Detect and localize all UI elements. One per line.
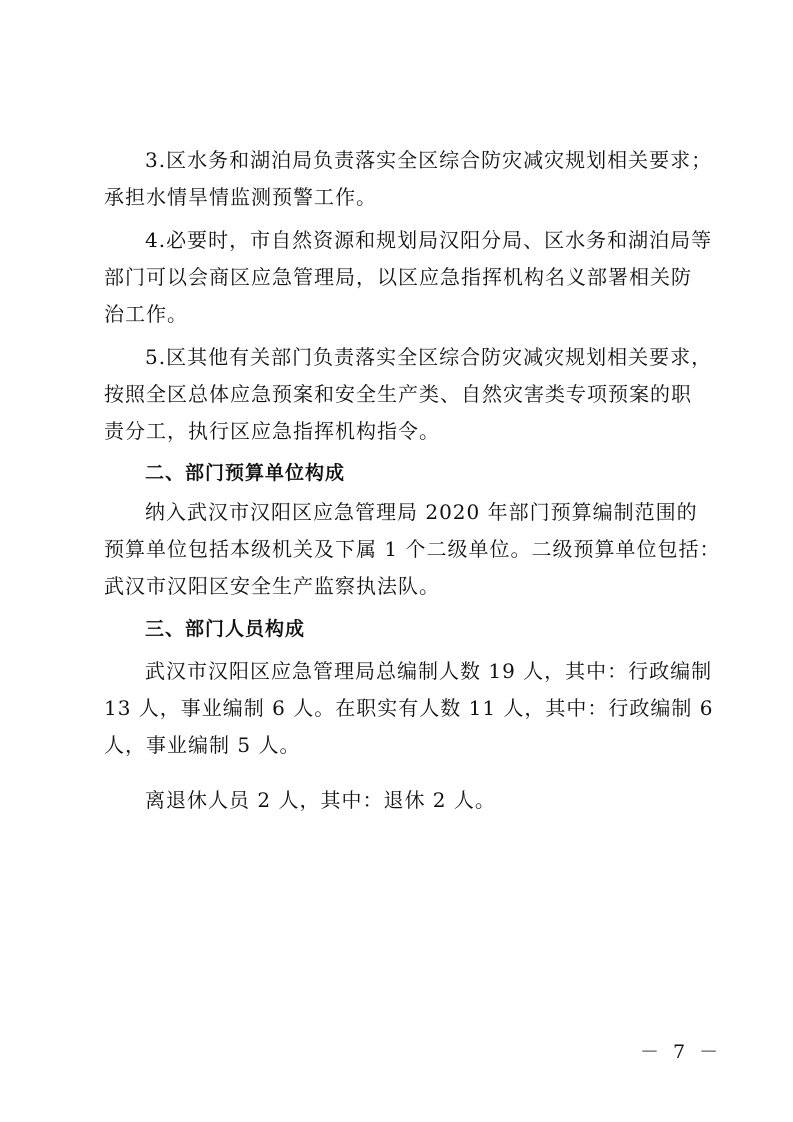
paragraph-line: 责分工，执行区应急指挥机构指令。 bbox=[104, 419, 440, 443]
paragraph-line: 武汉市汉阳区安全生产监察执法队。 bbox=[104, 574, 440, 598]
paragraph-line: 4.必要时，市自然资源和规划局汉阳分局、区水务和湖泊局等 bbox=[145, 228, 713, 252]
paragraph-line: 5.区其他有关部门负责落实全区综合防灾减灾规划相关要求， bbox=[145, 345, 713, 369]
paragraph-line: 按照全区总体应急预案和安全生产类、自然灾害类专项预案的职 bbox=[104, 382, 692, 406]
section-heading-staff bbox=[104, 611, 694, 648]
paragraph-retired bbox=[104, 782, 694, 819]
paragraph-line: 13 人，事业编制 6 人。在职实有人数 11 人，其中：行政编制 6 bbox=[104, 696, 714, 720]
section-heading-budget-units bbox=[104, 455, 694, 492]
paragraph-line: 3.区水务和湖泊局负责落实全区综合防灾减灾规划相关要求； bbox=[145, 148, 713, 172]
paragraph-line: 承担水情旱情监测预警工作。 bbox=[104, 185, 377, 209]
section-heading: 二、部门预算单位构成 bbox=[145, 462, 346, 484]
section-heading: 三、部门人员构成 bbox=[145, 618, 306, 640]
paragraph-staff bbox=[104, 653, 714, 764]
paragraph-line: 预算单位包括本级机关及下属 1 个二级单位。二级预算单位包括： bbox=[104, 537, 721, 561]
paragraph-line: 治工作。 bbox=[104, 302, 188, 326]
paragraph-line: 离退休人员 2 人，其中：退休 2 人。 bbox=[145, 788, 496, 812]
paragraph-item-5 bbox=[104, 339, 713, 450]
paragraph-item-4 bbox=[104, 222, 713, 333]
paragraph-item-3 bbox=[104, 142, 713, 216]
paragraph-line: 部门可以会商区应急管理局，以区应急指挥机构名义部署相关防 bbox=[104, 265, 692, 289]
paragraph-line: 纳入武汉市汉阳区应急管理局 2020 年部门预算编制范围的 bbox=[145, 500, 698, 524]
paragraph-line: 武汉市汉阳区应急管理局总编制人数 19 人，其中：行政编制 bbox=[145, 659, 713, 683]
paragraph-line: 人，事业编制 5 人。 bbox=[104, 733, 301, 757]
paragraph-budget-units bbox=[104, 494, 721, 605]
page-number: － 7 － bbox=[640, 1041, 723, 1063]
